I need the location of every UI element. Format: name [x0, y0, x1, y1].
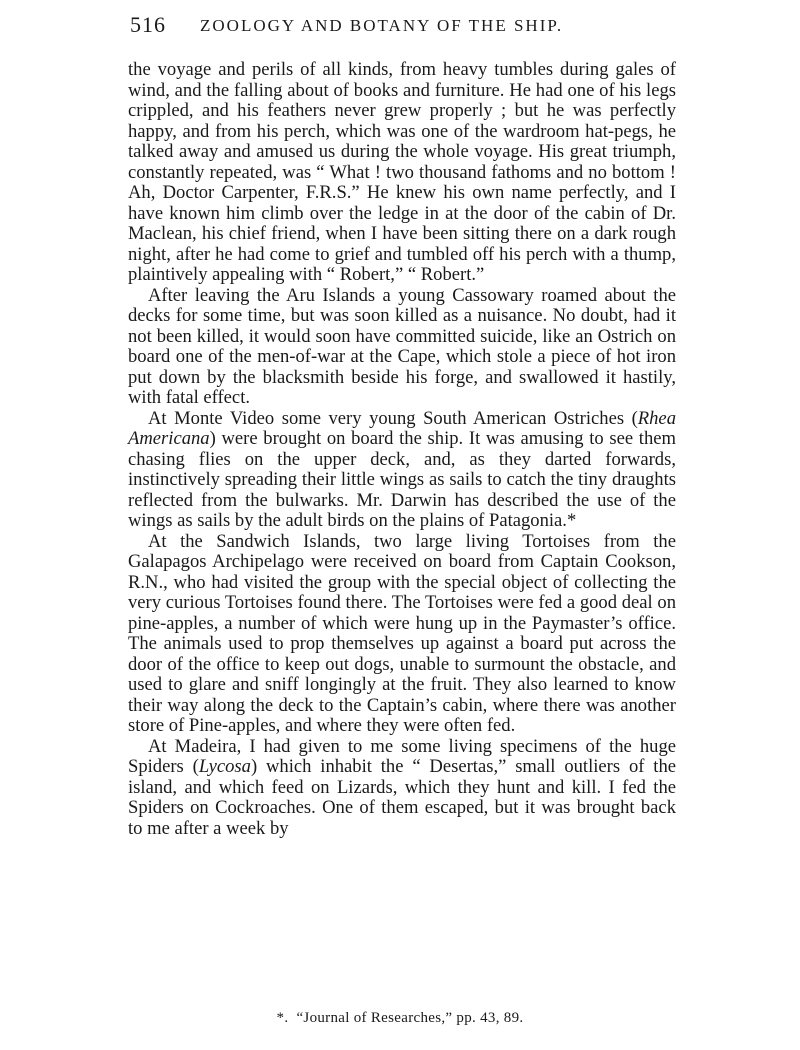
text-run: the voyage and perils of all kinds, from heavy tumbles during gales of wind, and the falling about of books and furniture. He had one of his legs crippled, and his feathers never grew properly ; but he was perfectly happy, and from his perch, which was one of the wardroom hat-pegs, he talked away and amused us during the whole voyage. His great triumph, constantly repeated, was “ What ! two thousand fathoms and no bottom ! Ah, Doctor Carpenter, F.R.S.” He knew his own name perfectly, and I have known him climb over the ledge in at the door of the cabin of Dr. Maclean, his chief friend, when I have been sitting there on a dark rough night, after he had come to grief and tumbled off his perch with a thump, plaintively appealing with “ Robert,” “ Robert.” [128, 59, 676, 285]
text-run: After leaving the Aru Islands a young Cassowary roamed about the decks for some time, but was soon killed as a nuisance. No doubt, had it not been killed, it would soon have committed suicide, like an Ostrich on board one of the men-of-war at the Cape, which stole a piece of hot iron put down by the blacksmith beside his forge, and swallowed it hastily, with fatal effect. [128, 284, 676, 408]
text-run: At the Sandwich Islands, two large living Tortoises from the Galapagos Archipelago were received on board from Captain Cookson, R.N., who had visited the group with the special object of collecting the very curious Tortoises found there. The Tortoises were fed a good deal on pine-apples, a number of which were hung up in the Paymaster’s office. The animals used to prop themselves up against a board put across the door of the office to keep out dogs, unable to surmount the obstacle, and used to glare and sniff longingly at the fruit. They also learned to know their way along the deck to the Captain’s cabin, where there was another store of Pine-apples, and where they were often fed. [128, 530, 676, 736]
footnote [0, 1010, 800, 1027]
page-number: 516 [130, 12, 166, 37]
text-run: ) were brought on board the ship. It was amusing to see them chasing flies on the upper deck, and, as they darted forwards, instinctively spreading their little wings as sails to catch the tiny draughts reflected from the bulwarks. Mr. Darwin has described the use of the wings as sails by the adult birds on the plains of Patagonia.* [128, 428, 676, 531]
paragraph [128, 737, 676, 840]
text-run: At Monte Video some very young South American Ostriches ( [148, 407, 638, 429]
running-title: ZOOLOGY AND BOTANY OF THE SHIP. [200, 16, 564, 35]
paragraph [128, 409, 676, 532]
footnote-text: “Journal of Researches,” pp. 43, 89. [296, 1010, 524, 1026]
text-run: At Madeira, I had given to me some living specimens of the huge Spiders ( [128, 735, 676, 777]
paragraph [128, 60, 676, 286]
footnote-marker: *. [276, 1010, 289, 1026]
italic-term: Lycosa [198, 756, 251, 777]
text-run: ) which inhabit the “ Desertas,” small outliers of the island, and which feed on Lizards, which they hunt and kill. I fed the Spiders on Cockroaches. One of them escaped, but it was brought back to me after a week by [128, 756, 676, 839]
italic-term: Rhea Americana [128, 407, 676, 449]
paragraph [128, 532, 676, 737]
body-text [128, 60, 676, 839]
paragraph [128, 286, 676, 409]
running-header [130, 12, 675, 46]
